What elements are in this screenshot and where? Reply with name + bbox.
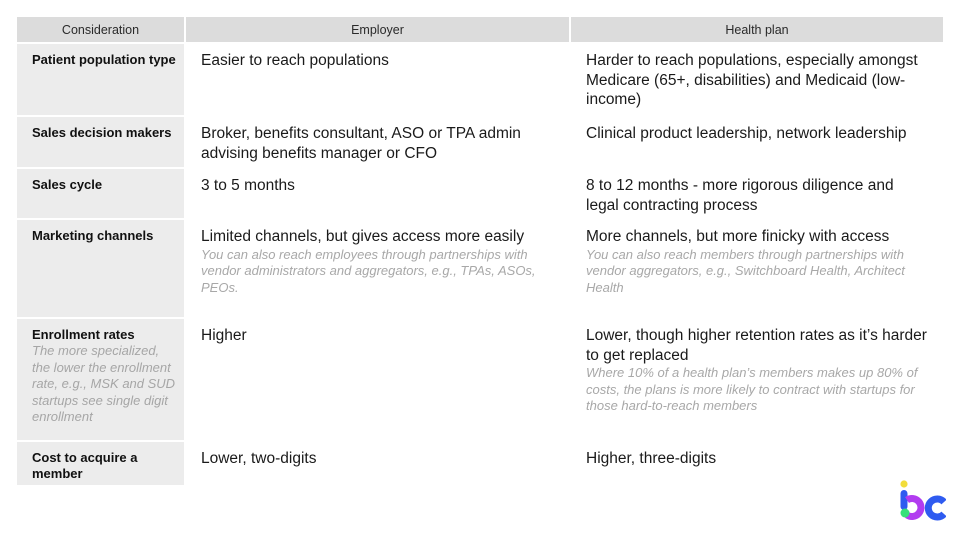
logo-dot-yellow bbox=[900, 480, 907, 487]
row-header-marketing-channels bbox=[17, 220, 184, 317]
bc-logo-icon bbox=[898, 480, 946, 522]
comparison-table bbox=[17, 17, 943, 485]
cell-employer-patient-population bbox=[186, 44, 569, 115]
cell-text: Limited channels, but gives access more easily bbox=[201, 228, 525, 245]
cell-health-plan-marketing-channels bbox=[571, 220, 943, 317]
cell-health-plan-enrollment-rates bbox=[571, 319, 943, 440]
cell-health-plan-sales-decision-makers bbox=[571, 117, 943, 167]
cell-text: Higher, three-digits bbox=[586, 450, 717, 467]
cell-employer-sales-decision-makers bbox=[186, 117, 569, 167]
cell-text: 3 to 5 months bbox=[201, 177, 295, 194]
cell-text: Lower, though higher retention rates as it’s harder to get replaced bbox=[586, 327, 927, 364]
cell-note: You can also reach members through partnerships with vendor aggregators, e.g., Switchboard Health, Architect Health bbox=[586, 246, 905, 295]
cell-text: More channels, but more finicky with access bbox=[586, 228, 890, 245]
cell-health-plan-patient-population bbox=[571, 44, 943, 115]
logo-stem-blue bbox=[901, 490, 908, 510]
row-header-enrollment-rates bbox=[17, 319, 184, 440]
cell-text: 8 to 12 months - more rigorous diligence and legal contracting process bbox=[586, 177, 894, 214]
row-label: Enrollment rates bbox=[32, 327, 135, 342]
cell-text: Clinical product leadership, network leadership bbox=[586, 125, 907, 142]
row-label: Patient population type bbox=[32, 52, 176, 67]
cell-text: Lower, two-digits bbox=[201, 450, 317, 467]
cell-health-plan-cost-to-acquire bbox=[571, 442, 943, 485]
cell-employer-marketing-channels bbox=[186, 220, 569, 317]
header-employer: Employer bbox=[186, 17, 569, 42]
row-header-sales-cycle bbox=[17, 169, 184, 218]
row-label: Sales decision makers bbox=[32, 125, 172, 140]
row-note: The more specialized, the lower the enrollment rate, e.g., MSK and SUD startups see single digit enrollment bbox=[32, 343, 176, 424]
cell-employer-enrollment-rates bbox=[186, 319, 569, 440]
row-header-cost-to-acquire bbox=[17, 442, 184, 485]
row-header-patient-population bbox=[17, 44, 184, 115]
logo-c-blue bbox=[928, 499, 944, 517]
cell-text: Harder to reach populations, especially amongst Medicare (65+, disabilities) and Medicaid (low-income) bbox=[586, 52, 918, 108]
header-health-plan: Health plan bbox=[571, 17, 943, 42]
cell-health-plan-sales-cycle bbox=[571, 169, 943, 218]
cell-text: Broker, benefits consultant, ASO or TPA admin advising benefits manager or CFO bbox=[201, 125, 521, 162]
cell-text: Higher bbox=[201, 327, 247, 344]
cell-note: You can also reach employees through partnerships with vendor administrators and aggregators, e.g., TPAs, ASOs, PEOs. bbox=[201, 246, 536, 295]
cell-employer-sales-cycle bbox=[186, 169, 569, 218]
logo-dot-green bbox=[901, 509, 910, 518]
cell-text: Easier to reach populations bbox=[201, 52, 389, 69]
row-header-sales-decision-makers bbox=[17, 117, 184, 167]
cell-employer-cost-to-acquire bbox=[186, 442, 569, 485]
cell-note: Where 10% of a health plan’s members makes up 80% of costs, the plans is more likely to contract with startups for those hard-to-reach members bbox=[586, 365, 918, 413]
row-label: Cost to acquire a member bbox=[32, 450, 138, 481]
row-label: Marketing channels bbox=[32, 228, 154, 243]
header-consideration: Consideration bbox=[17, 17, 184, 42]
row-label: Sales cycle bbox=[32, 177, 103, 192]
